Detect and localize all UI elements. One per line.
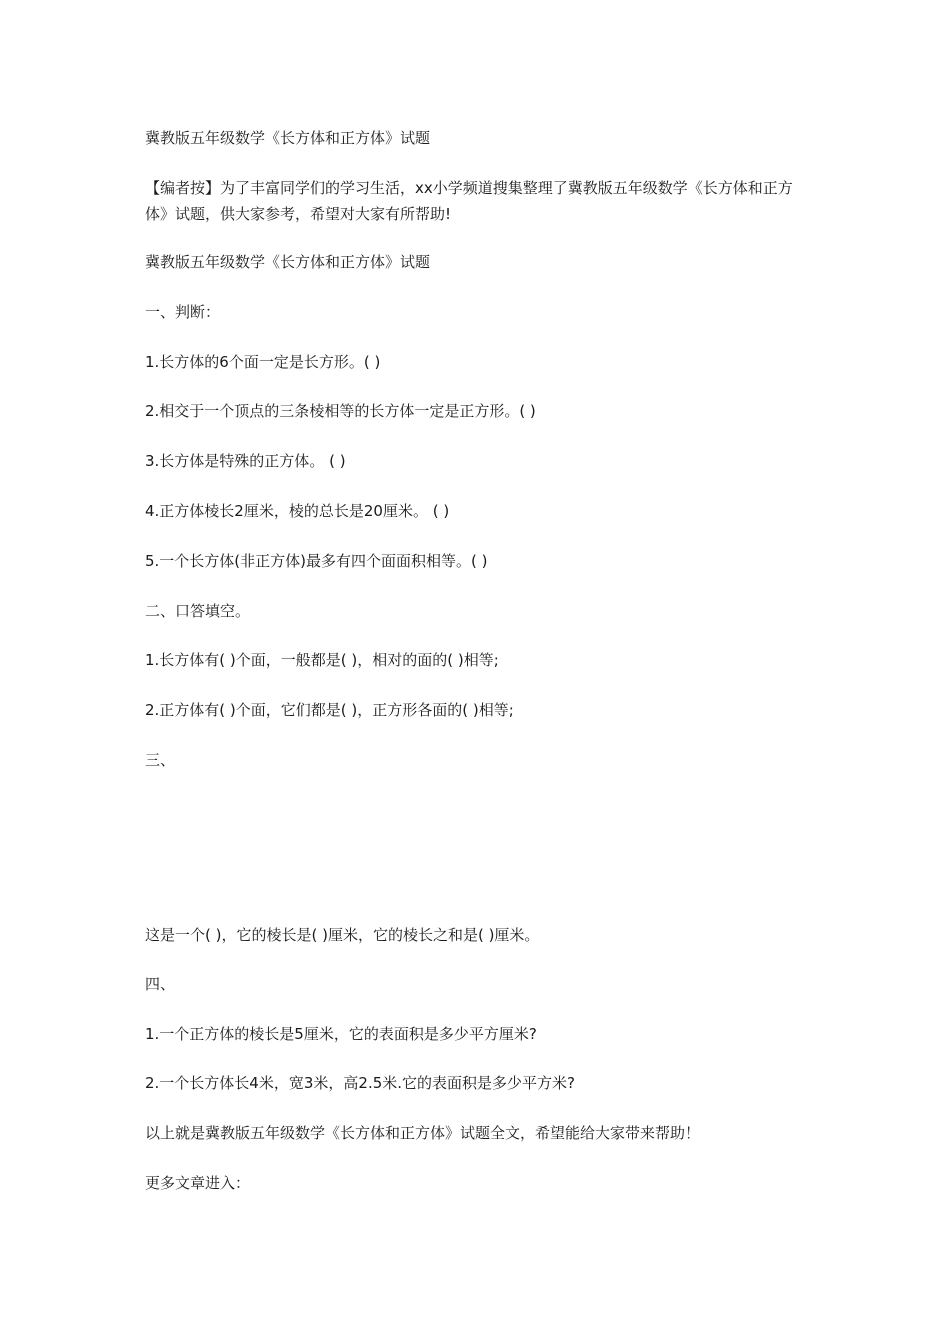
closing-text: 以上就是冀教版五年级数学《长方体和正方体》试题全文，希望能给大家带来帮助！ bbox=[145, 1124, 701, 1142]
section4-item: 1.一个正方体的棱长是5厘米，它的表面积是多少平方厘米? bbox=[145, 1025, 537, 1043]
section1-item: 1.长方体的6个面一定是长方形。( ) bbox=[145, 353, 381, 371]
section2-item: 2.正方体有( )个面，它们都是( )，正方形各面的( )相等; bbox=[145, 701, 514, 719]
more-articles-label: 更多文章进入： bbox=[145, 1174, 251, 1192]
section4-heading: 四、 bbox=[145, 975, 176, 993]
document-title: 冀教版五年级数学《长方体和正方体》试题 bbox=[145, 129, 431, 147]
section4-item: 2.一个长方体长4米，宽3米，高2.5米.它的表面积是多少平方米? bbox=[145, 1074, 575, 1092]
section1-heading: 一、判断： bbox=[145, 303, 221, 321]
section1-item: 2.相交于一个顶点的三条棱相等的长方体一定是正方形。( ) bbox=[145, 402, 536, 420]
section1-item: 5.一个长方体(非正方体)最多有四个面面积相等。( ) bbox=[145, 552, 488, 570]
section2-heading: 二、口答填空。 bbox=[145, 602, 251, 620]
section1-item: 4.正方体棱长2厘米，棱的总长是20厘米。 ( ) bbox=[145, 502, 450, 520]
document-subtitle: 冀教版五年级数学《长方体和正方体》试题 bbox=[145, 253, 431, 271]
section3-text: 这是一个( )，它的棱长是( )厘米，它的棱长之和是( )厘米。 bbox=[145, 926, 540, 944]
section1-item: 3.长方体是特殊的正方体。 ( ) bbox=[145, 452, 346, 470]
figure-placeholder bbox=[145, 780, 445, 910]
editor-note: 【编者按】为了丰富同学们的学习生活，xx小学频道搜集整理了冀教版五年级数学《长方体和正方体》试题，供大家参考，希望对大家有所帮助! bbox=[145, 179, 793, 223]
section2-item: 1.长方体有( )个面，一般都是( )，相对的面的( )相等; bbox=[145, 651, 499, 669]
section3-heading: 三、 bbox=[145, 751, 176, 769]
